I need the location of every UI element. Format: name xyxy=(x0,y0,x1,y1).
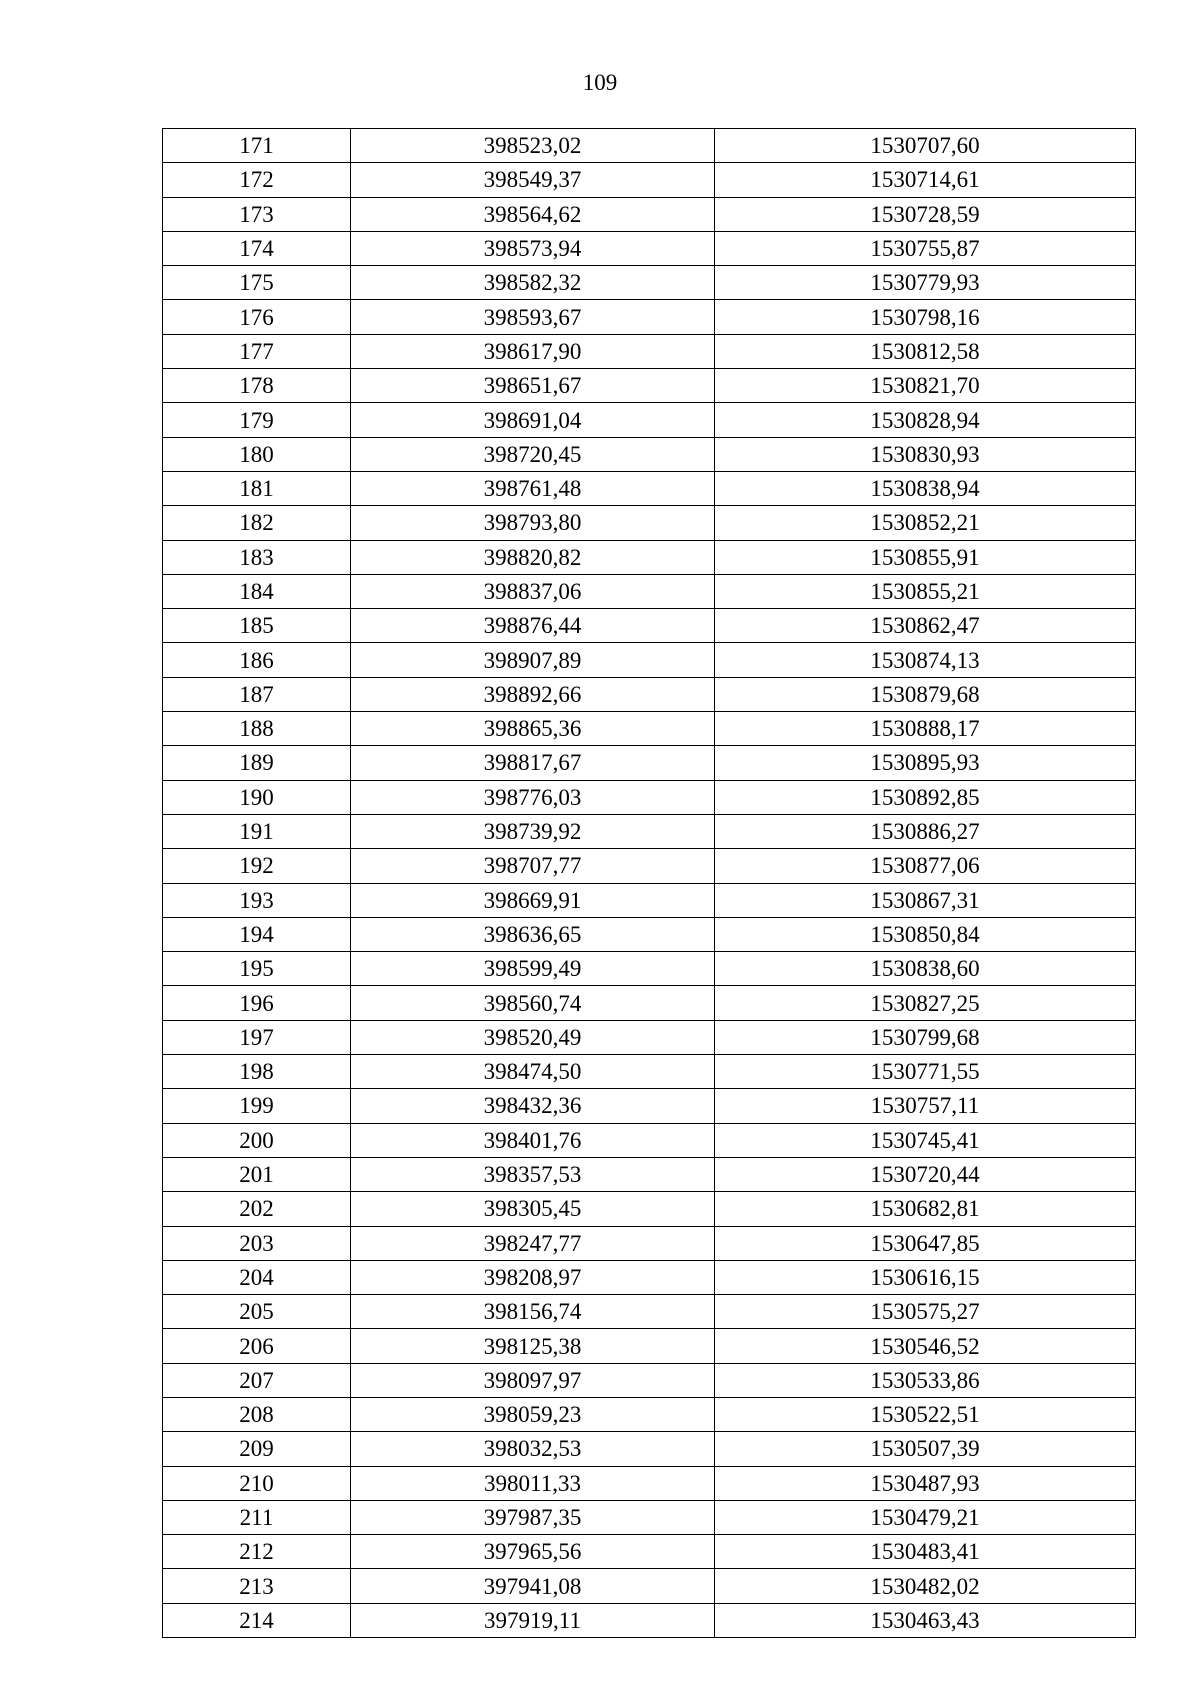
y-coordinate-cell: 1530830,93 xyxy=(715,437,1136,471)
x-coordinate-cell: 398549,37 xyxy=(351,163,715,197)
table-row xyxy=(163,437,1136,471)
x-coordinate-cell: 398357,53 xyxy=(351,1157,715,1191)
x-coordinate-cell: 398907,89 xyxy=(351,643,715,677)
table-row xyxy=(163,1089,1136,1123)
point-number-cell: 181 xyxy=(163,471,351,505)
table-row xyxy=(163,609,1136,643)
y-coordinate-cell: 1530838,94 xyxy=(715,471,1136,505)
point-number-cell: 201 xyxy=(163,1157,351,1191)
table-row xyxy=(163,506,1136,540)
y-coordinate-cell: 1530827,25 xyxy=(715,986,1136,1020)
x-coordinate-cell: 398599,49 xyxy=(351,952,715,986)
point-number-cell: 183 xyxy=(163,540,351,574)
point-number-cell: 188 xyxy=(163,712,351,746)
y-coordinate-cell: 1530867,31 xyxy=(715,883,1136,917)
y-coordinate-cell: 1530647,85 xyxy=(715,1226,1136,1260)
y-coordinate-cell: 1530707,60 xyxy=(715,129,1136,163)
x-coordinate-cell: 398582,32 xyxy=(351,266,715,300)
x-coordinate-cell: 398817,67 xyxy=(351,746,715,780)
table-row xyxy=(163,369,1136,403)
x-coordinate-cell: 398432,36 xyxy=(351,1089,715,1123)
point-number-cell: 182 xyxy=(163,506,351,540)
table-row xyxy=(163,471,1136,505)
point-number-cell: 174 xyxy=(163,231,351,265)
point-number-cell: 203 xyxy=(163,1226,351,1260)
y-coordinate-cell: 1530682,81 xyxy=(715,1192,1136,1226)
y-coordinate-cell: 1530575,27 xyxy=(715,1295,1136,1329)
point-number-cell: 177 xyxy=(163,334,351,368)
x-coordinate-cell: 398573,94 xyxy=(351,231,715,265)
x-coordinate-cell: 398401,76 xyxy=(351,1123,715,1157)
coordinates-table-body xyxy=(163,129,1136,1638)
x-coordinate-cell: 398776,03 xyxy=(351,780,715,814)
table-row xyxy=(163,1432,1136,1466)
x-coordinate-cell: 398837,06 xyxy=(351,574,715,608)
y-coordinate-cell: 1530812,58 xyxy=(715,334,1136,368)
y-coordinate-cell: 1530487,93 xyxy=(715,1466,1136,1500)
y-coordinate-cell: 1530779,93 xyxy=(715,266,1136,300)
point-number-cell: 190 xyxy=(163,780,351,814)
point-number-cell: 193 xyxy=(163,883,351,917)
point-number-cell: 211 xyxy=(163,1500,351,1534)
point-number-cell: 205 xyxy=(163,1295,351,1329)
y-coordinate-cell: 1530888,17 xyxy=(715,712,1136,746)
x-coordinate-cell: 398011,33 xyxy=(351,1466,715,1500)
point-number-cell: 185 xyxy=(163,609,351,643)
x-coordinate-cell: 398617,90 xyxy=(351,334,715,368)
page-number: 109 xyxy=(582,70,618,95)
x-coordinate-cell: 398560,74 xyxy=(351,986,715,1020)
x-coordinate-cell: 398523,02 xyxy=(351,129,715,163)
table-row xyxy=(163,952,1136,986)
point-number-cell: 173 xyxy=(163,197,351,231)
point-number-cell: 199 xyxy=(163,1089,351,1123)
y-coordinate-cell: 1530728,59 xyxy=(715,197,1136,231)
point-number-cell: 196 xyxy=(163,986,351,1020)
y-coordinate-cell: 1530855,91 xyxy=(715,540,1136,574)
x-coordinate-cell: 398820,82 xyxy=(351,540,715,574)
x-coordinate-cell: 398593,67 xyxy=(351,300,715,334)
y-coordinate-cell: 1530755,87 xyxy=(715,231,1136,265)
y-coordinate-cell: 1530862,47 xyxy=(715,609,1136,643)
table-row xyxy=(163,1363,1136,1397)
y-coordinate-cell: 1530546,52 xyxy=(715,1329,1136,1363)
x-coordinate-cell: 398691,04 xyxy=(351,403,715,437)
table-row xyxy=(163,129,1136,163)
table-row xyxy=(163,540,1136,574)
point-number-cell: 207 xyxy=(163,1363,351,1397)
y-coordinate-cell: 1530482,02 xyxy=(715,1569,1136,1603)
table-row xyxy=(163,1535,1136,1569)
y-coordinate-cell: 1530877,06 xyxy=(715,849,1136,883)
y-coordinate-cell: 1530771,55 xyxy=(715,1055,1136,1089)
point-number-cell: 198 xyxy=(163,1055,351,1089)
x-coordinate-cell: 397965,56 xyxy=(351,1535,715,1569)
point-number-cell: 210 xyxy=(163,1466,351,1500)
y-coordinate-cell: 1530838,60 xyxy=(715,952,1136,986)
x-coordinate-cell: 398761,48 xyxy=(351,471,715,505)
point-number-cell: 178 xyxy=(163,369,351,403)
point-number-cell: 197 xyxy=(163,1020,351,1054)
y-coordinate-cell: 1530757,11 xyxy=(715,1089,1136,1123)
table-row xyxy=(163,849,1136,883)
table-row xyxy=(163,917,1136,951)
point-number-cell: 189 xyxy=(163,746,351,780)
point-number-cell: 204 xyxy=(163,1260,351,1294)
point-number-cell: 172 xyxy=(163,163,351,197)
x-coordinate-cell: 398892,66 xyxy=(351,677,715,711)
table-row xyxy=(163,1603,1136,1637)
y-coordinate-cell: 1530798,16 xyxy=(715,300,1136,334)
table-row xyxy=(163,1192,1136,1226)
table-row xyxy=(163,712,1136,746)
x-coordinate-cell: 397919,11 xyxy=(351,1603,715,1637)
point-number-cell: 171 xyxy=(163,129,351,163)
x-coordinate-cell: 397941,08 xyxy=(351,1569,715,1603)
point-number-cell: 194 xyxy=(163,917,351,951)
point-number-cell: 206 xyxy=(163,1329,351,1363)
y-coordinate-cell: 1530828,94 xyxy=(715,403,1136,437)
point-number-cell: 176 xyxy=(163,300,351,334)
x-coordinate-cell: 398651,67 xyxy=(351,369,715,403)
table-row xyxy=(163,266,1136,300)
x-coordinate-cell: 398865,36 xyxy=(351,712,715,746)
point-number-cell: 212 xyxy=(163,1535,351,1569)
y-coordinate-cell: 1530522,51 xyxy=(715,1397,1136,1431)
y-coordinate-cell: 1530507,39 xyxy=(715,1432,1136,1466)
table-row xyxy=(163,643,1136,677)
coordinates-table xyxy=(162,128,1136,1638)
y-coordinate-cell: 1530714,61 xyxy=(715,163,1136,197)
x-coordinate-cell: 398720,45 xyxy=(351,437,715,471)
table-row xyxy=(163,1123,1136,1157)
y-coordinate-cell: 1530483,41 xyxy=(715,1535,1136,1569)
table-row xyxy=(163,1295,1136,1329)
x-coordinate-cell: 398125,38 xyxy=(351,1329,715,1363)
table-row xyxy=(163,986,1136,1020)
x-coordinate-cell: 398564,62 xyxy=(351,197,715,231)
table-row xyxy=(163,574,1136,608)
y-coordinate-cell: 1530874,13 xyxy=(715,643,1136,677)
point-number-cell: 186 xyxy=(163,643,351,677)
point-number-cell: 192 xyxy=(163,849,351,883)
y-coordinate-cell: 1530479,21 xyxy=(715,1500,1136,1534)
x-coordinate-cell: 397987,35 xyxy=(351,1500,715,1534)
x-coordinate-cell: 398793,80 xyxy=(351,506,715,540)
y-coordinate-cell: 1530463,43 xyxy=(715,1603,1136,1637)
table-row xyxy=(163,1466,1136,1500)
table-row xyxy=(163,746,1136,780)
table-row xyxy=(163,1569,1136,1603)
x-coordinate-cell: 398876,44 xyxy=(351,609,715,643)
x-coordinate-cell: 398247,77 xyxy=(351,1226,715,1260)
table-row xyxy=(163,403,1136,437)
table-row xyxy=(163,163,1136,197)
y-coordinate-cell: 1530821,70 xyxy=(715,369,1136,403)
y-coordinate-cell: 1530895,93 xyxy=(715,746,1136,780)
point-number-cell: 187 xyxy=(163,677,351,711)
table-row xyxy=(163,334,1136,368)
table-row xyxy=(163,1329,1136,1363)
y-coordinate-cell: 1530616,15 xyxy=(715,1260,1136,1294)
y-coordinate-cell: 1530892,85 xyxy=(715,780,1136,814)
table-row xyxy=(163,1157,1136,1191)
point-number-cell: 209 xyxy=(163,1432,351,1466)
point-number-cell: 195 xyxy=(163,952,351,986)
x-coordinate-cell: 398636,65 xyxy=(351,917,715,951)
table-row xyxy=(163,883,1136,917)
x-coordinate-cell: 398156,74 xyxy=(351,1295,715,1329)
table-row xyxy=(163,677,1136,711)
x-coordinate-cell: 398208,97 xyxy=(351,1260,715,1294)
y-coordinate-cell: 1530533,86 xyxy=(715,1363,1136,1397)
table-row xyxy=(163,1500,1136,1534)
y-coordinate-cell: 1530799,68 xyxy=(715,1020,1136,1054)
table-row xyxy=(163,1020,1136,1054)
point-number-cell: 179 xyxy=(163,403,351,437)
point-number-cell: 213 xyxy=(163,1569,351,1603)
table-row xyxy=(163,197,1136,231)
table-row xyxy=(163,1226,1136,1260)
point-number-cell: 200 xyxy=(163,1123,351,1157)
table-row xyxy=(163,300,1136,334)
x-coordinate-cell: 398474,50 xyxy=(351,1055,715,1089)
point-number-cell: 202 xyxy=(163,1192,351,1226)
x-coordinate-cell: 398707,77 xyxy=(351,849,715,883)
x-coordinate-cell: 398032,53 xyxy=(351,1432,715,1466)
x-coordinate-cell: 398669,91 xyxy=(351,883,715,917)
x-coordinate-cell: 398739,92 xyxy=(351,814,715,848)
point-number-cell: 180 xyxy=(163,437,351,471)
y-coordinate-cell: 1530879,68 xyxy=(715,677,1136,711)
table-row xyxy=(163,1397,1136,1431)
table-row xyxy=(163,814,1136,848)
y-coordinate-cell: 1530886,27 xyxy=(715,814,1136,848)
table-row xyxy=(163,231,1136,265)
point-number-cell: 191 xyxy=(163,814,351,848)
table-row xyxy=(163,1055,1136,1089)
point-number-cell: 175 xyxy=(163,266,351,300)
y-coordinate-cell: 1530855,21 xyxy=(715,574,1136,608)
x-coordinate-cell: 398059,23 xyxy=(351,1397,715,1431)
point-number-cell: 214 xyxy=(163,1603,351,1637)
y-coordinate-cell: 1530745,41 xyxy=(715,1123,1136,1157)
y-coordinate-cell: 1530850,84 xyxy=(715,917,1136,951)
y-coordinate-cell: 1530720,44 xyxy=(715,1157,1136,1191)
y-coordinate-cell: 1530852,21 xyxy=(715,506,1136,540)
x-coordinate-cell: 398520,49 xyxy=(351,1020,715,1054)
table-row xyxy=(163,1260,1136,1294)
point-number-cell: 208 xyxy=(163,1397,351,1431)
point-number-cell: 184 xyxy=(163,574,351,608)
x-coordinate-cell: 398305,45 xyxy=(351,1192,715,1226)
x-coordinate-cell: 398097,97 xyxy=(351,1363,715,1397)
table-row xyxy=(163,780,1136,814)
